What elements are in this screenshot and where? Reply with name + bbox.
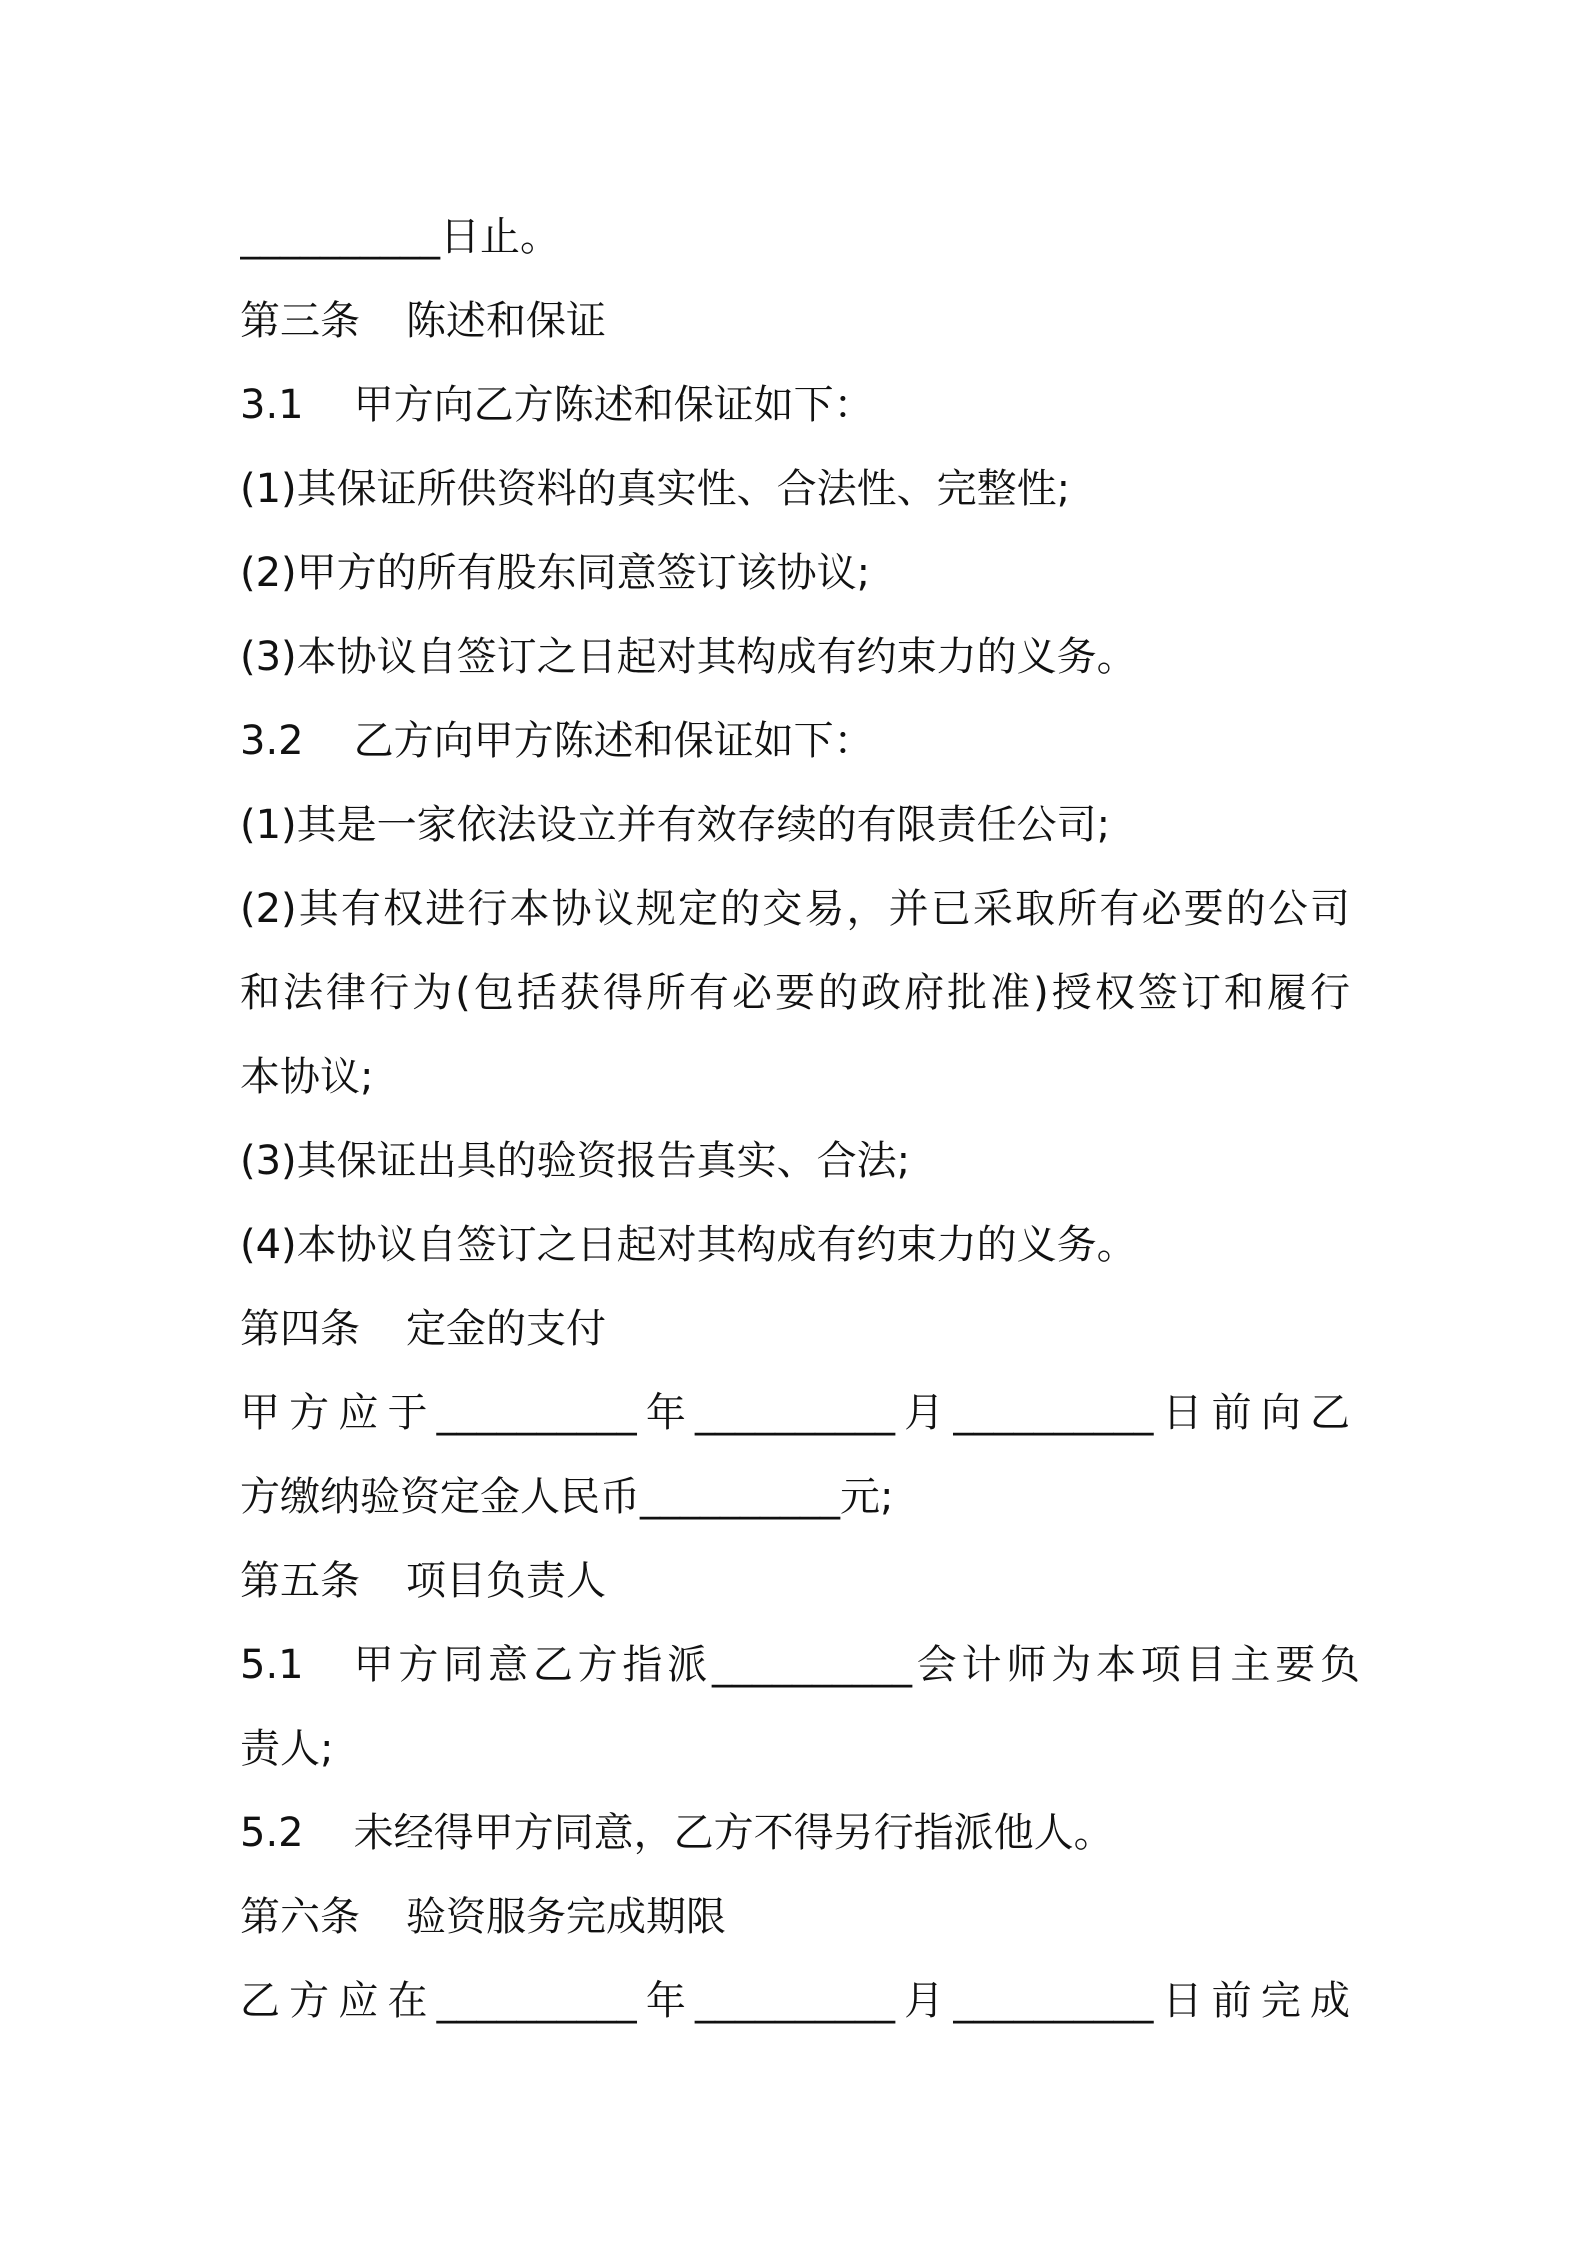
- clause-3-2: [240, 699, 1360, 783]
- contract-body: [240, 195, 1360, 2043]
- clause-3-1: [240, 363, 1360, 447]
- article-6-heading: [240, 1875, 1360, 1959]
- clause-number: 3.2: [240, 718, 304, 764]
- list-item-text: (1)其是一家依法设立并有效存续的有限责任公司;: [240, 802, 1111, 848]
- list-item: [240, 615, 1360, 699]
- list-item-text: (3)本协议自签订之日起对其构成有约束力的义务。: [240, 634, 1137, 680]
- article-number: 第六条: [240, 1894, 360, 1940]
- list-item-text: (3)其保证出具的验资报告真实、合法;: [240, 1138, 911, 1184]
- article-number: 第三条: [240, 298, 360, 344]
- clause-text: 甲方向乙方陈述和保证如下：: [353, 382, 874, 428]
- list-item-text: (4)本协议自签订之日起对其构成有约束力的义务。: [240, 1222, 1137, 1268]
- deposit-amount-line: [240, 1455, 1360, 1539]
- clause-5-1-continued: [240, 1707, 1360, 1791]
- article-5-heading: [240, 1539, 1360, 1623]
- paragraph-text: 方缴纳验资定金人民币__________元;: [240, 1474, 894, 1520]
- article-3-heading: [240, 279, 1360, 363]
- article-4-heading: [240, 1287, 1360, 1371]
- clause-number: 5.1: [240, 1642, 304, 1688]
- article-title: 项目负责人: [406, 1558, 606, 1604]
- list-item: [240, 783, 1360, 867]
- clause-text: 甲方同意乙方指派__________会计师为本项目主要负: [353, 1642, 1360, 1688]
- deposit-date-line: 甲方应于__________年__________月__________日前向乙: [240, 1390, 1350, 1436]
- article-title: 验资服务完成期限: [406, 1894, 726, 1940]
- list-item-text: (2)甲方的所有股东同意签订该协议;: [240, 550, 871, 596]
- list-item-continued: [240, 1035, 1360, 1119]
- clause-number: 5.2: [240, 1810, 304, 1856]
- list-item-text: 本协议;: [240, 1054, 374, 1100]
- completion-date-line: 乙方应在__________年__________月__________日前完成: [240, 1978, 1350, 2024]
- article-number: 第五条: [240, 1558, 360, 1604]
- paragraph-text: 责人;: [240, 1726, 334, 1772]
- clause-text: 未经得甲方同意，乙方不得另行指派他人。: [353, 1810, 1114, 1856]
- list-item-text: (1)其保证所供资料的真实性、合法性、完整性;: [240, 466, 1071, 512]
- clause-text: 乙方向甲方陈述和保证如下：: [353, 718, 874, 764]
- clause-number: 3.1: [240, 382, 304, 428]
- article-title: 陈述和保证: [406, 298, 606, 344]
- blank-day-end: __________日止。: [240, 214, 560, 260]
- list-item-continued: 和法律行为(包括获得所有必要的政府批准)授权签订和履行: [240, 970, 1350, 1016]
- article-title: 定金的支付: [406, 1306, 606, 1352]
- list-item: [240, 447, 1360, 531]
- article-number: 第四条: [240, 1306, 360, 1352]
- clause-5-2: [240, 1791, 1360, 1875]
- list-item: [240, 531, 1360, 615]
- clause-5-1: [240, 1623, 1360, 1707]
- text-line: [240, 195, 1360, 279]
- list-item: [240, 1203, 1360, 1287]
- list-item: [240, 1119, 1360, 1203]
- list-item: (2)其有权进行本协议规定的交易，并已采取所有必要的公司: [240, 886, 1350, 932]
